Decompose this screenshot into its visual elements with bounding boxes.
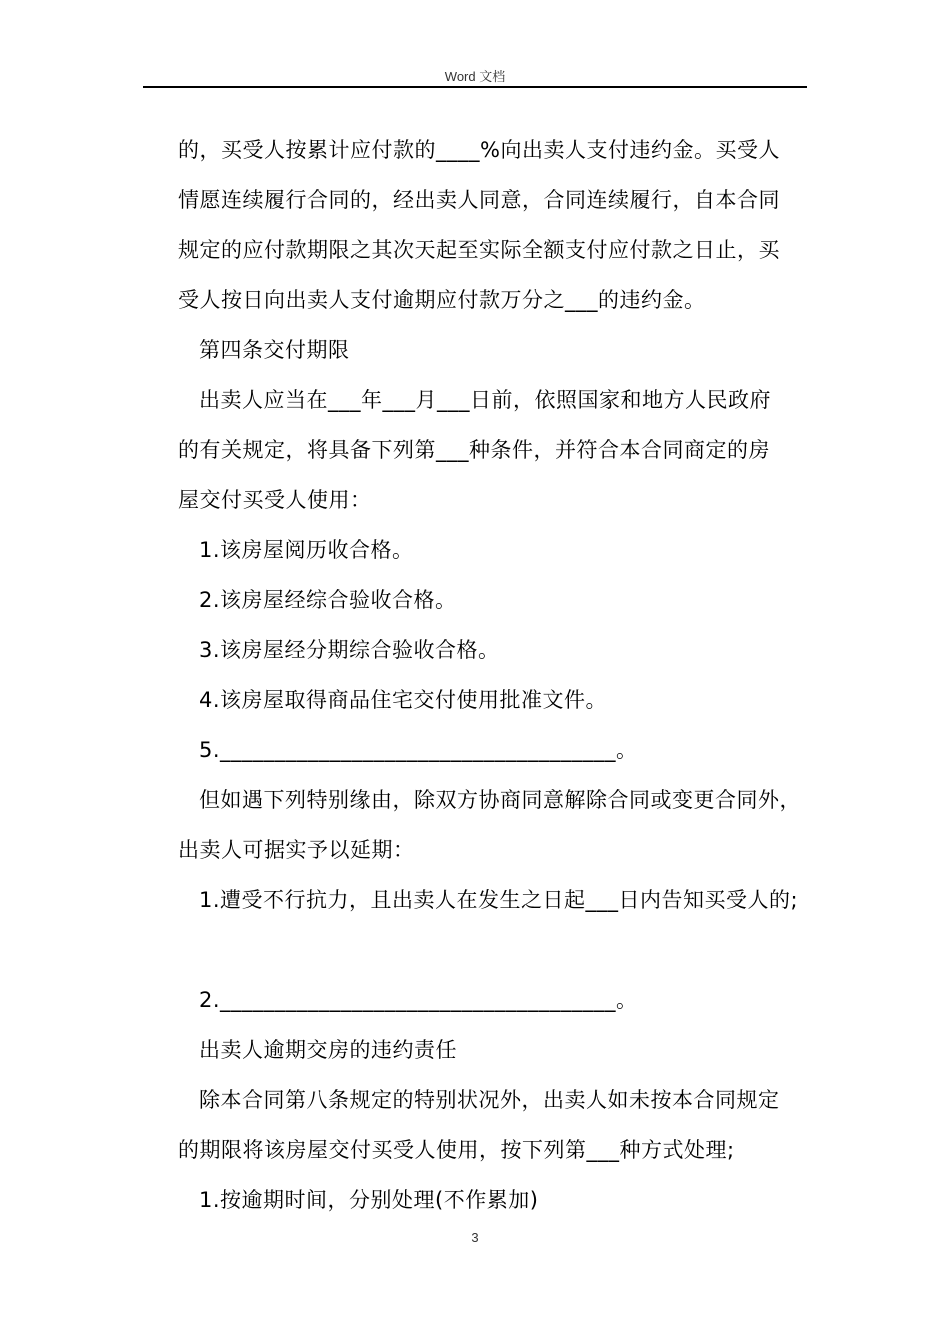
paragraph-line: 屋交付买受人使用： <box>178 488 372 512</box>
list-item: 1.按逾期时间，分别处理(不作累加) <box>199 1188 539 1212</box>
list-item: 3.该房屋经分期综合验收合格。 <box>199 638 500 662</box>
header-rule <box>143 86 807 88</box>
page-number: 3 <box>471 1230 479 1245</box>
paragraph-line: 规定的应付款期限之其次天起至实际全额支付应付款之日止，买 <box>178 238 780 262</box>
blank-line <box>178 925 808 975</box>
document-body <box>178 125 808 1225</box>
paragraph-line: 的，买受人按累计应付款的____%向出卖人支付违约金。买受人 <box>178 138 780 162</box>
list-item: 2.____________________________________。 <box>199 988 638 1012</box>
list-item: 1.遭受不行抗力，且出卖人在发生之日起___日内告知买受人的; <box>199 888 799 912</box>
section-heading: 第四条交付期限 <box>199 338 350 362</box>
paragraph-line: 受人按日向出卖人支付逾期应付款万分之___的违约金。 <box>178 288 706 312</box>
list-item: 4.该房屋取得商品住宅交付使用批准文件。 <box>199 688 608 712</box>
paragraph-line: 出卖人应当在___年___月___日前，依照国家和地方人民政府 <box>199 388 771 412</box>
section-heading: 出卖人逾期交房的违约责任 <box>199 1038 457 1062</box>
paragraph-line: 的有关规定，将具备下列第___种条件，并符合本合同商定的房 <box>178 438 770 462</box>
list-item: 5.____________________________________。 <box>199 738 638 762</box>
paragraph-line: 的期限将该房屋交付买受人使用，按下列第___种方式处理; <box>178 1138 735 1162</box>
paragraph-line: 但如遇下列特别缘由，除双方协商同意解除合同或变更合同外， <box>199 788 801 812</box>
paragraph-line: 出卖人可据实予以延期： <box>178 838 415 862</box>
paragraph-line: 除本合同第八条规定的特别状况外，出卖人如未按本合同规定 <box>199 1088 780 1112</box>
page-header: Word 文档 <box>444 69 506 84</box>
list-item: 2.该房屋经综合验收合格。 <box>199 588 457 612</box>
paragraph-line: 情愿连续履行合同的，经出卖人同意，合同连续履行，自本合同 <box>178 188 780 212</box>
list-item: 1.该房屋阅历收合格。 <box>199 538 414 562</box>
